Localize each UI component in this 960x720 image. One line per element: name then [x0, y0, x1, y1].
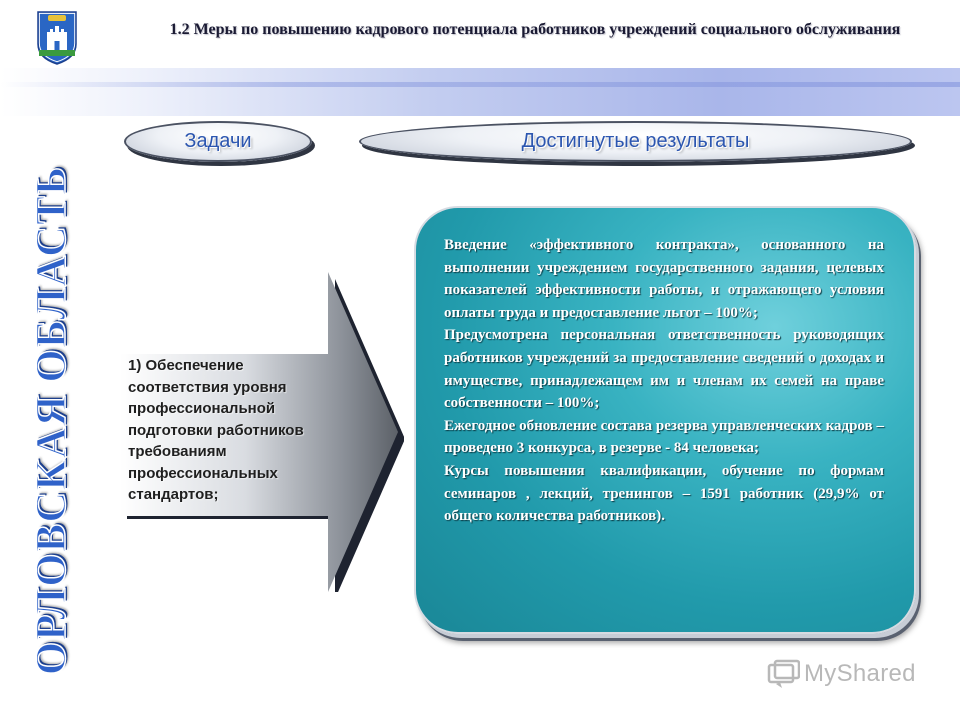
tab-tasks[interactable]: [124, 121, 312, 162]
myshared-logo-icon: [766, 659, 800, 689]
tab-tasks-label: Задачи: [184, 130, 252, 152]
task-text: 1) Обеспечение соответствия уровня профессиональной подготовки работников требованиям профессиональных стандартов;: [128, 357, 304, 503]
tab-results[interactable]: [359, 121, 912, 162]
region-label-text: ОРЛОВСКАЯ ОБЛАСТЬ: [28, 165, 76, 675]
tab-results-label: Достигнутые результаты: [521, 130, 750, 152]
page-title: 1.2 Меры по повышению кадрового потенциала работников учреждений социального обслуживания: [169, 21, 901, 38]
result-item: Ежегодное обновление состава резерва управленческих кадров – проведено 3 конкурса, в резерве - 84 человека;: [444, 417, 884, 457]
results-list: [444, 234, 884, 528]
watermark: [766, 656, 916, 692]
result-item: Курсы повышения квалификации, обучение по формам семинаров , лекций, тренингов – 1591 работник (29,9% от общего количества работников).: [444, 462, 884, 525]
result-item: Введение «эффективного контракта», основанного на выполнении учреждением государственного задания, целевых показателей эффективности работы, и отражающего условия оплаты труда и предоставление льгот – 100%;: [444, 237, 884, 321]
region-vertical-label: [27, 165, 77, 675]
result-item: Предусмотрена персональная ответственность руководящих работников учреждений за предоставление сведений о доходах и имуществе, принадлежащем им и членам их семей на праве собственности – 100%;: [444, 327, 884, 412]
header-band: [0, 68, 960, 116]
coat-of-arms-icon: [36, 10, 78, 66]
watermark-text: MyShared: [804, 660, 916, 687]
